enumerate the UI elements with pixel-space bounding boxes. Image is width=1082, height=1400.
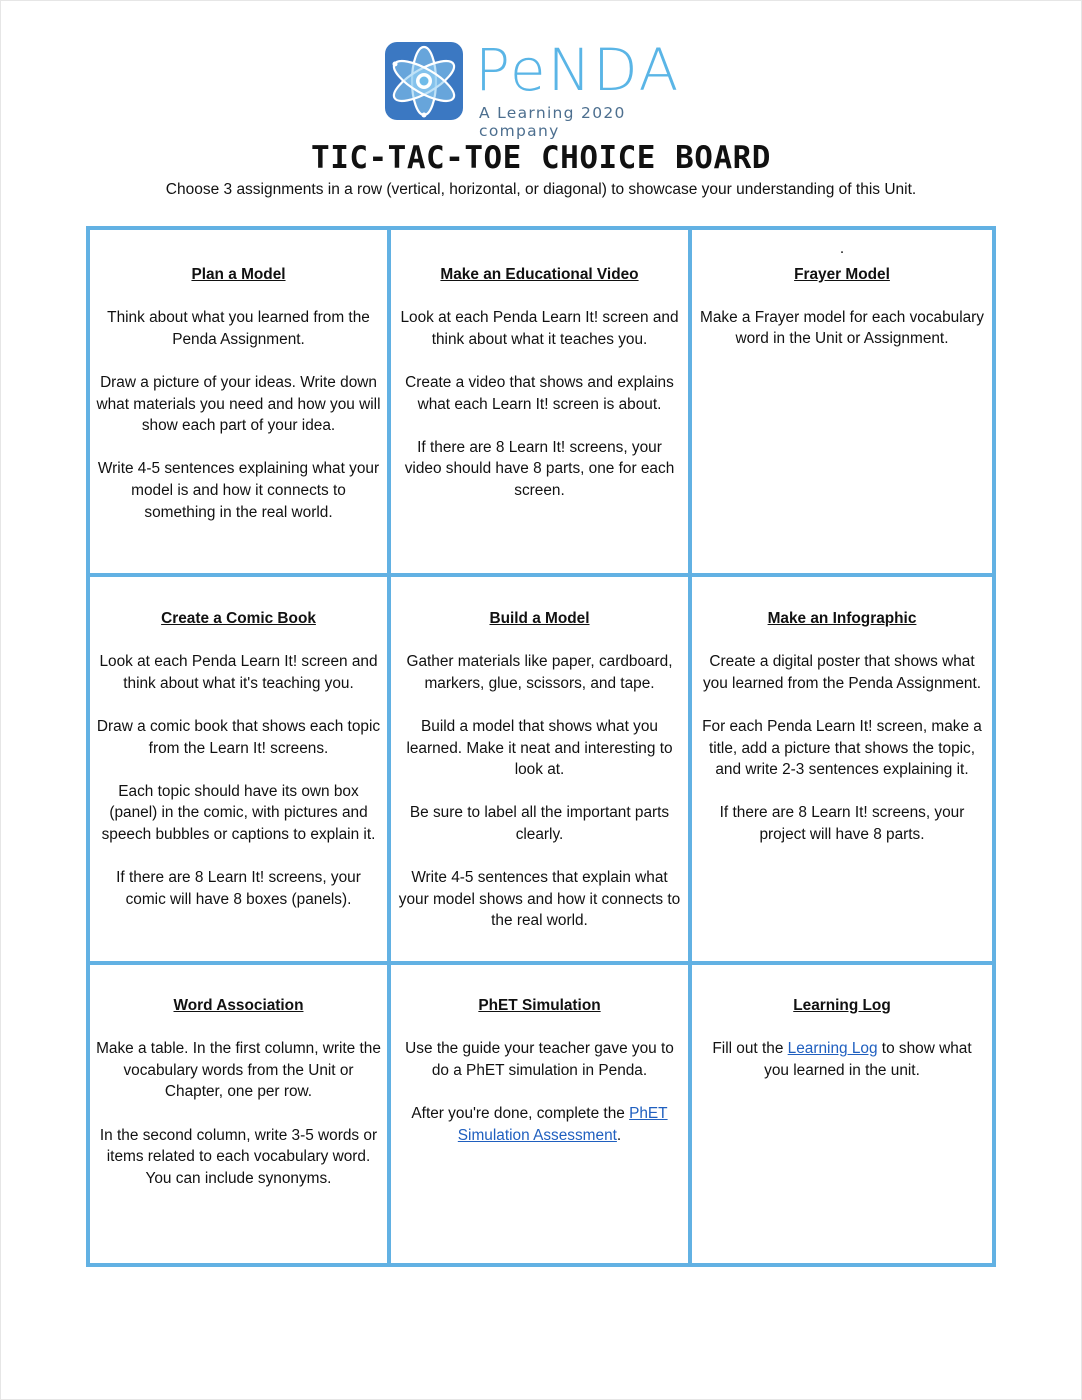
cell-paragraph: Each topic should have its own box (panel) in the comic, with pictures and speech bubbles or captions to explain it.	[101, 782, 376, 843]
board-cell-educational-video	[391, 230, 692, 577]
cell-paragraph: Create a video that shows and explains what each Learn It! screen is about.	[405, 373, 674, 413]
cell-paragraph: Be sure to label all the important parts clearly.	[409, 804, 670, 843]
page-title: TIC-TAC-TOE CHOICE BOARD	[311, 140, 771, 176]
cell-paragraph: If there are 8 Learn It! screens, your project will have 8 parts.	[719, 804, 965, 843]
link-suffix-text: to show what you learned in the unit.	[764, 1040, 972, 1079]
cell-paragraph: Gather materials like paper, cardboard, markers, glue, scissors, and tape.	[406, 653, 673, 692]
stray-dot: .	[839, 240, 845, 257]
board-cell-learning-log	[692, 965, 992, 1263]
logo-wordmark: PeNDA	[475, 36, 681, 104]
cell-paragraph: Look at each Penda Learn It! screen and think about what it's teaching you.	[99, 653, 378, 692]
link-suffix-text: .	[616, 1126, 622, 1144]
cell-paragraph: Build a model that shows what you learned. Make it neat and interesting to look at.	[406, 717, 673, 779]
cell-paragraph: Look at each Penda Learn It! screen and think about what it teaches you.	[400, 309, 679, 348]
penda-logo	[385, 36, 705, 140]
phet-assessment-link[interactable]: PhET Simulation Assessment	[457, 1104, 668, 1144]
board-cell-infographic	[692, 577, 992, 965]
cell-paragraph: If there are 8 Learn It! screens, your video should have 8 parts, one for each screen.	[404, 438, 675, 499]
board-cell-comic-book	[90, 577, 391, 965]
cell-paragraph: Draw a picture of your ideas. Write down what materials you need and how you will show each part of your idea.	[96, 373, 381, 435]
cell-title: Plan a Model	[191, 266, 286, 283]
board-cell-word-association	[90, 965, 391, 1263]
cell-title: Build a Model	[489, 610, 590, 627]
link-prefix-text: After you're done, complete the	[411, 1104, 630, 1122]
board-cell-build-a-model	[391, 577, 692, 965]
page-subtitle: Choose 3 assignments in a row (vertical, horizontal, or diagonal) to showcase your understanding of this Unit.	[165, 181, 917, 198]
cell-paragraph: Create a digital poster that shows what you learned from the Penda Assignment.	[702, 653, 982, 692]
cell-paragraph: Write 4-5 sentences that explain what your model shows and how it connects to the real world.	[398, 869, 681, 930]
cell-title: Make an Educational Video	[440, 266, 639, 283]
cell-paragraph-with-link	[698, 1038, 986, 1081]
cell-paragraph: In the second column, write 3-5 words or items related to each vocabulary word. You can include synonyms.	[99, 1126, 378, 1187]
cell-paragraph-with-link	[397, 1103, 682, 1146]
cell-title: Make an Infographic	[767, 610, 917, 627]
board-cell-phet-simulation	[391, 965, 692, 1263]
cell-title: Frayer Model	[794, 265, 890, 283]
cell-paragraph: If there are 8 Learn It! screens, your comic will have 8 boxes (panels).	[116, 869, 361, 908]
learning-log-link[interactable]: Learning Log	[787, 1040, 878, 1058]
cell-paragraph: Draw a comic book that shows each topic from the Learn It! screens.	[96, 717, 381, 757]
cell-paragraph: Use the guide your teacher gave you to do a PhET simulation in Penda.	[405, 1040, 674, 1079]
board-cell-plan-a-model	[90, 230, 391, 577]
cell-paragraph: Write 4-5 sentences explaining what your model is and how it connects to something in the real world.	[97, 460, 380, 521]
board-cell-frayer-model	[692, 230, 992, 577]
cell-paragraph: Make a table. In the first column, write the vocabulary words from the Unit or Chapter, one per row.	[96, 1040, 381, 1101]
cell-paragraph: For each Penda Learn It! screen, make a title, add a picture that shows the topic, and write 2-3 sentences explaining it.	[702, 717, 982, 779]
choice-board-grid	[86, 226, 996, 1267]
cell-title: Word Association	[173, 997, 304, 1014]
atom-icon	[385, 42, 463, 120]
logo-tagline: A Learning 2020 company	[479, 104, 626, 140]
cell-title: Learning Log	[793, 997, 891, 1014]
cell-title: PhET Simulation	[478, 997, 601, 1014]
link-prefix-text: Fill out the	[712, 1040, 788, 1058]
cell-title: Create a Comic Book	[161, 610, 316, 627]
cell-paragraph: Think about what you learned from the Penda Assignment.	[107, 309, 370, 348]
cell-paragraph: Make a Frayer model for each vocabulary word in the Unit or Assignment.	[700, 308, 984, 348]
